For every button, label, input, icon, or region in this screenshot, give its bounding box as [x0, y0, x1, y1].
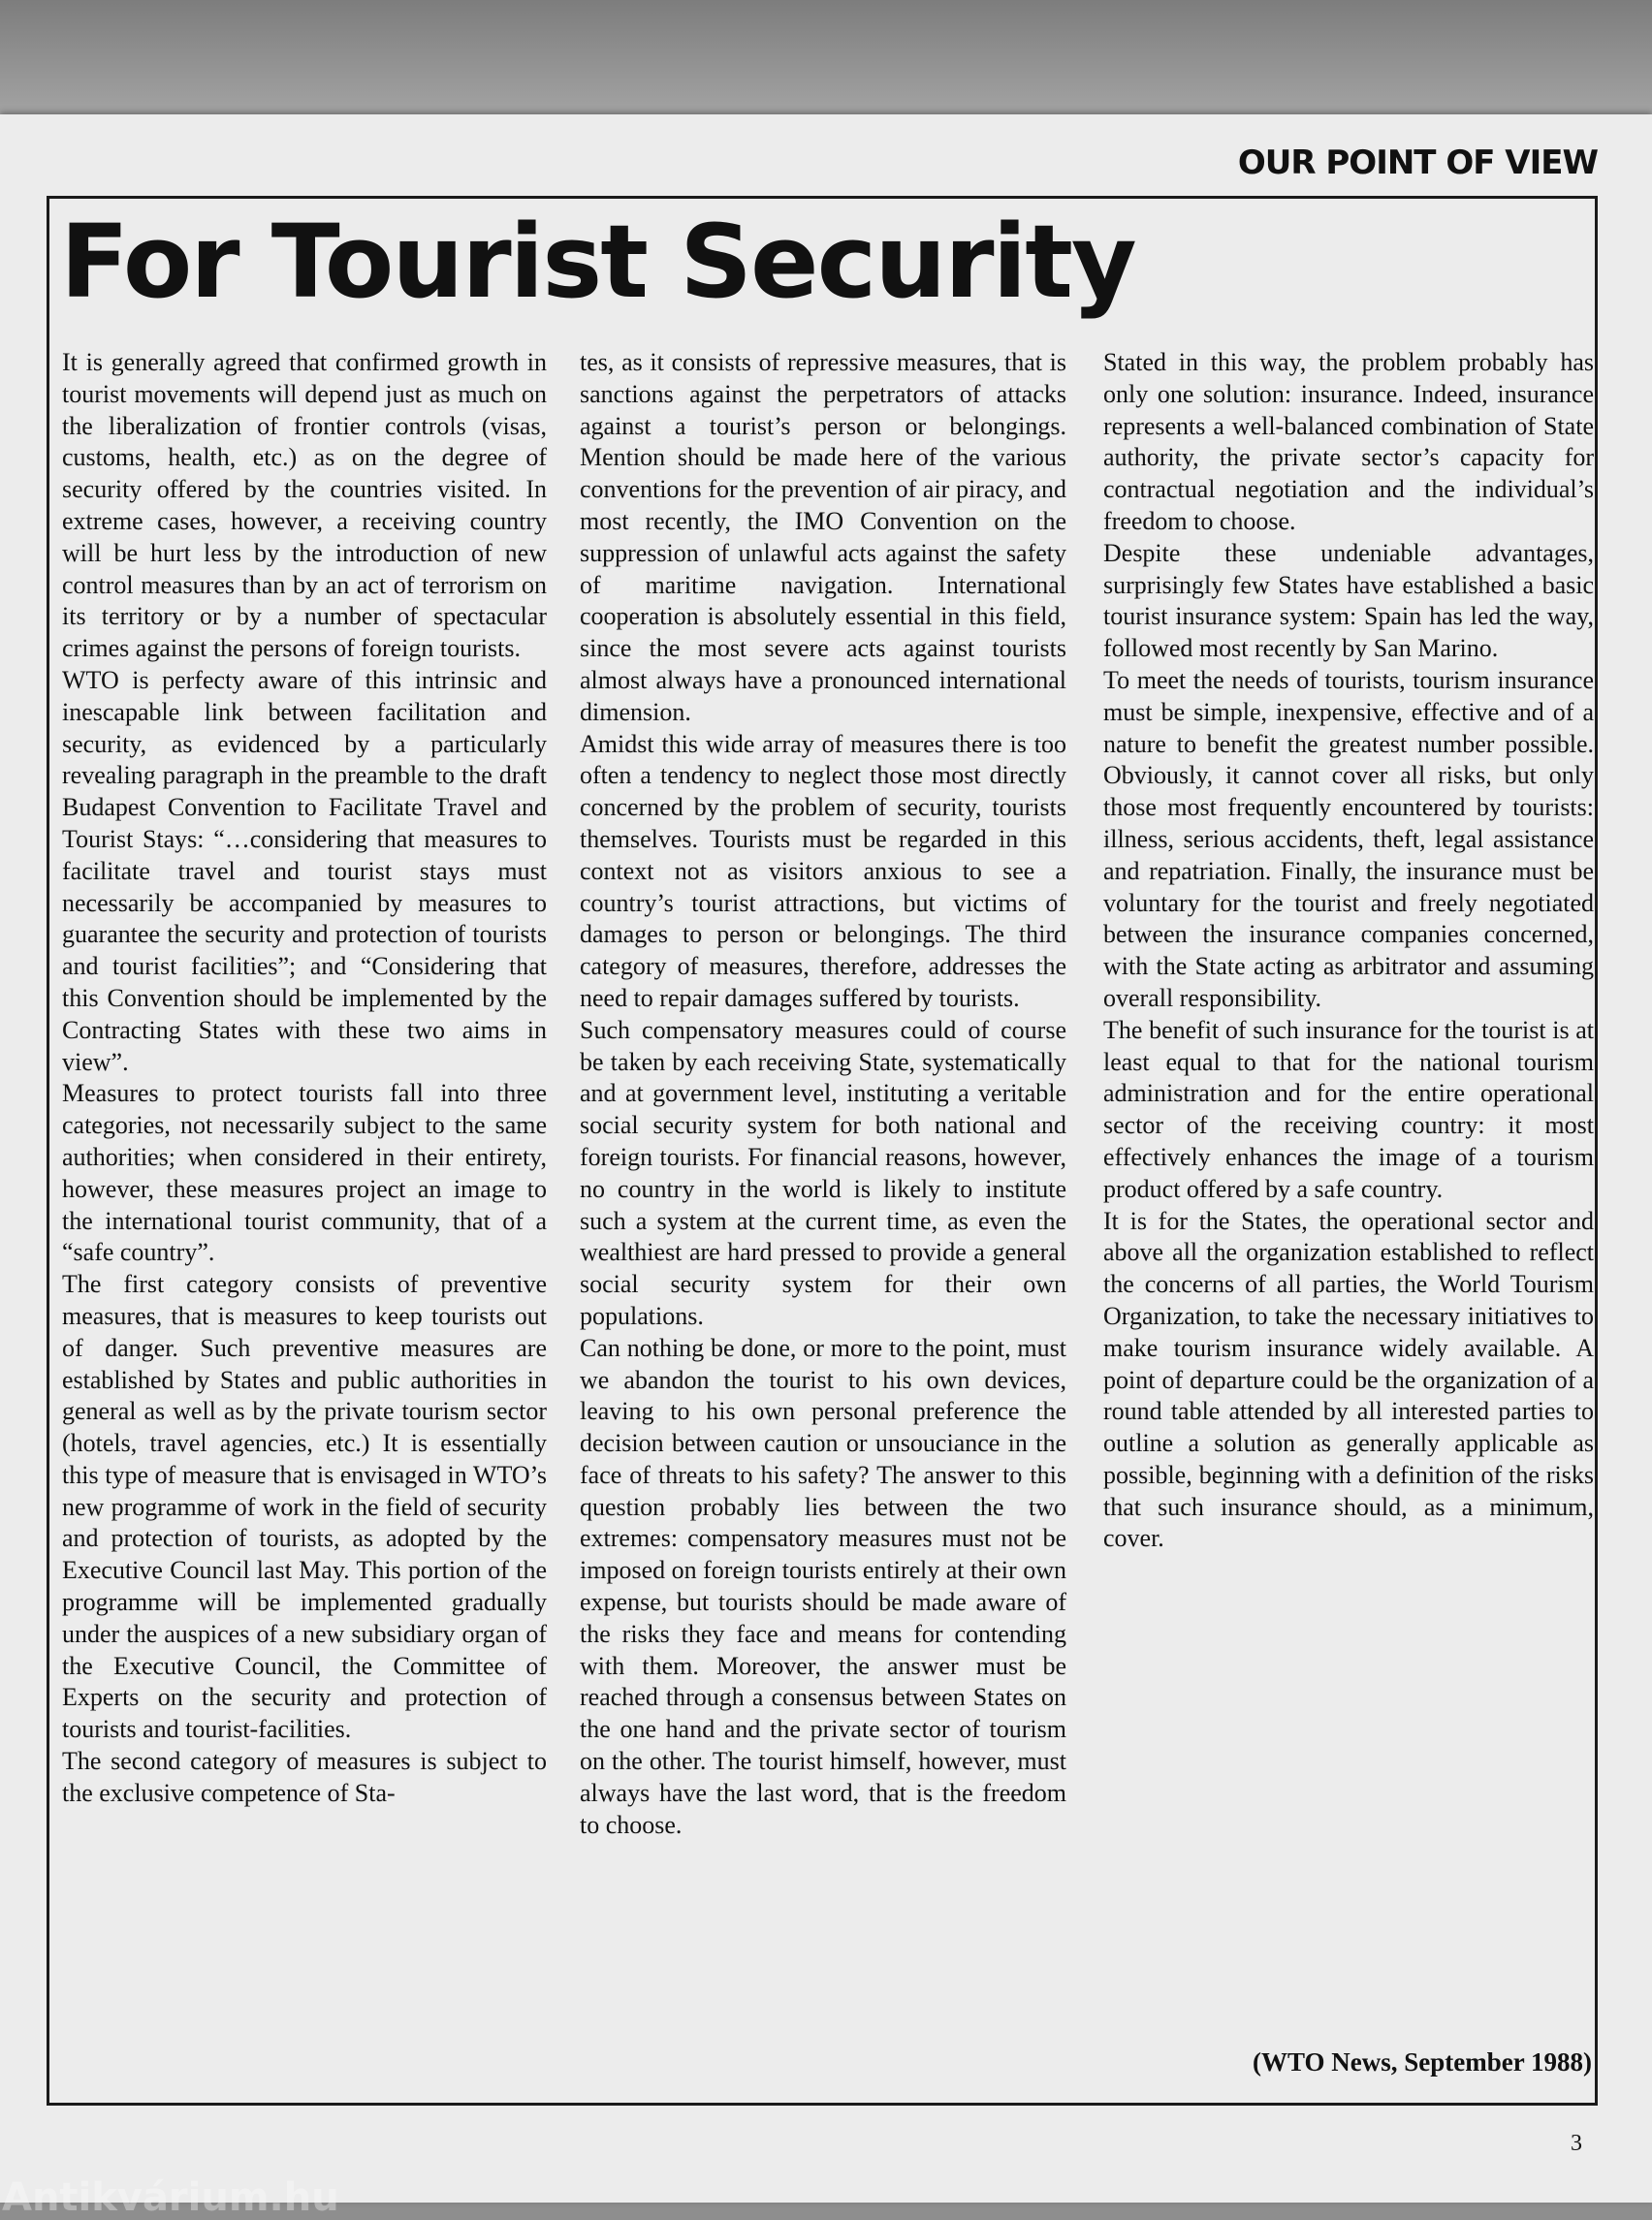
paragraph: Despite these undeniable advantages, surprisingly few States have established a basic tourist insurance system: Spain has led the way, followed most recently by San Marino. — [1103, 538, 1594, 663]
paragraph: It is for the States, the operational sector and above all the organization established to reflect the concerns of all parties, the World Tourism Organization, to take the necessary initiatives to make tourism insurance widely available. A point of departure could be the organization of a round table attended by all interested parties to outline a solution as generally applicable as possible, beginning with a definition of the risks that such insurance should, as a minimum, cover. — [1103, 1206, 1594, 1553]
paragraph: Amidst this wide array of measures there is too often a tendency to neglect those most directly concerned by the problem of security, tourists themselves. Tourists must be regarded in this context not as visitors anxious to see a country’s tourist attractions, but victims of damages to person or belongings. The third category of measures, therefore, addresses the need to repair damages suffered by tourists. — [580, 729, 1066, 1012]
paragraph: Can nothing be done, or more to the point, must we abandon the tourist to his own devices, leaving to his own personal preference the decision between caution or unsouciance in the face of threats to his safety? The answer to this question probably lies between the two extremes: compensatory measures must not be imposed on foreign tourists entirely at their own expense, but tourists should be made aware of the risks they face and means for contending with them. Moreover, the answer must be reached through a consensus between States on the one hand and the private sector of tourism on the other. The tourist himself, however, must always have the last word, that is the freedom to choose. — [580, 1333, 1066, 1839]
paragraph: The first category consists of preventive measures, that is measures to keep tourists out of danger. Such preventive measures are established by States and public authorities in general as well as by the private tourism sector (hotels, travel agencies, etc.) It is essentially this type of measure that is envisaged in WTO’s new programme of work in the field of security and protection of tourists, as adopted by the Executive Council last May. This portion of the programme will be implemented gradually under the auspices of a new subsidiary organ of the Executive Council, the Committee of Experts on the security and protection of tourists and tourist-facilities. — [62, 1270, 547, 1744]
article-column-1 — [62, 347, 547, 1810]
paragraph: WTO is perfecty aware of this intrinsic and inescapable link between facilitation and security, as evidenced by a particularly revealing paragraph in the preamble to the draft Budapest Convention to Facilitate Travel and Tourist Stays: “…considering that measures to facilitate travel and tourist stays must necessarily be accompanied by measures to guarantee the security and protection of tourists and tourist facilities”; and “Considering that this Convention should be implemented by the Contracting States with these two aims in view”. — [62, 665, 547, 1076]
paragraph: The second category of measures is subject to the exclusive competence of Sta- — [62, 1747, 547, 1807]
article-title: For Tourist Security — [60, 203, 1135, 321]
paragraph: It is generally agreed that confirmed growth in tourist movements will depend just as much on the liberalization of frontier controls (visas, customs, health, etc.) as on the degree of security offered by the countries visited. In extreme cases, however, a receiving country will be hurt less by the introduction of new control measures than by an act of terrorism on its territory or by a number of spectacular crimes against the persons of foreign tourists. — [62, 348, 547, 663]
paragraph: The benefit of such insurance for the tourist is at least equal to that for the national tourism administration and for the entire operational sector of the receiving country: it most effectively enhances the image of a tourism product offered by a safe country. — [1103, 1015, 1594, 1203]
article-column-3 — [1103, 347, 1594, 1555]
paragraph: Stated in this way, the problem probably has only one solution: insurance. Indeed, insurance represents a well-balanced combination of State authority, the private sector’s capacity for contractual negotiation and the individual’s freedom to choose. — [1103, 348, 1594, 535]
paragraph: Such compensatory measures could of course be taken by each receiving State, systematically and at government level, instituting a veritable social security system for both national and foreign tourists. For financial reasons, however, no country in the world is likely to institute such a system at the current time, as even the wealthiest are hard pressed to provide a general social security system for their own populations. — [580, 1015, 1066, 1330]
article-source: (WTO News, September 1988) — [1253, 2047, 1592, 2077]
paragraph: To meet the needs of tourists, tourism insurance must be simple, inexpensive, effective and of a nature to benefit the greatest number possible. Obviously, it cannot cover all risks, but only those most frequently encountered by tourists: illness, serious accidents, theft, legal assistance and repatriation. Finally, the insurance must be voluntary for the tourist and freely negotiated between the insurance companies concerned, with the State acting as arbitrator and assuming overall responsibility. — [1103, 665, 1594, 1012]
paragraph: tes, as it consists of repressive measures, that is sanctions against the perpetrators of attacks against a tourist’s person or belongings. Mention should be made here of the various conventions for the prevention of air piracy, and most recently, the IMO Convention on the suppression of unlawful acts against the safety of maritime navigation. International cooperation is absolutely essential in this field, since the most severe acts against tourists almost always have a pronounced international dimension. — [580, 348, 1066, 726]
desk-background — [0, 0, 1652, 121]
watermark: Antikvárium.hu — [2, 2175, 339, 2220]
section-label: OUR POINT OF VIEW — [1237, 143, 1598, 182]
page-number: 3 — [1571, 2131, 1582, 2156]
article-column-2 — [580, 347, 1066, 1841]
paragraph: Measures to protect tourists fall into three categories, not necessarily subject to the same authorities; when considered in their entirety, however, these measures project an image to the international tourist community, that of a “safe country”. — [62, 1079, 547, 1267]
